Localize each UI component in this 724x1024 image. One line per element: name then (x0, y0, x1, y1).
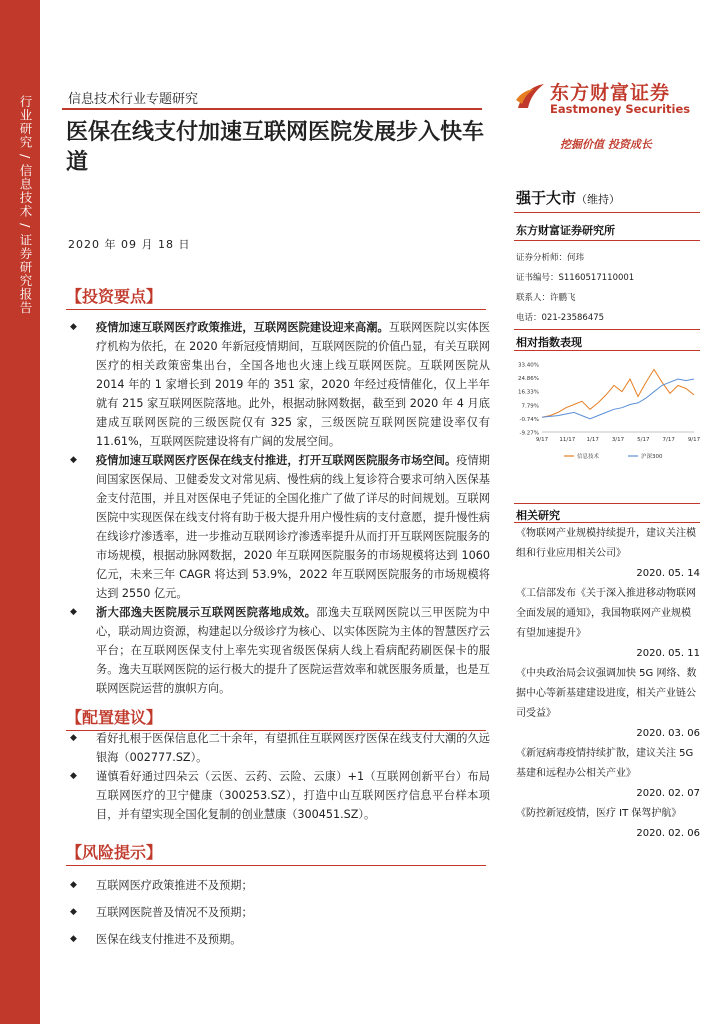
diamond-bullet-icon: ◆ (70, 907, 77, 917)
point-text: 疫情期间国家医保局、卫健委发文对常见病、慢性病的线上复诊符合要求可纳入医保基金支付范围，并且对医保电子凭证的全国化推广了做了详尽的时间规划。互联网医院中实现医保在线支付将有助于极大提升用户慢性病的支付意愿，提升慢性病在线诊疗渗透率，进一步推动互联网诊疗渗透率提升从而打开互联网医院服务的市场规模，根据动脉网数据，2020 年互联网医院服务的市场规模将达到 1060 亿元，未来三年 CAGR 将达到 53.9%，2022 年互联网医院服务的市场规模将达到 2550 亿元。 (96, 454, 490, 600)
rating (516, 187, 620, 208)
rating-sub: （维持） (576, 193, 621, 206)
diamond-bullet-icon: ◆ (70, 733, 77, 743)
left-sidebar-band (0, 0, 40, 1024)
y-tick-label: -9.27% (519, 430, 539, 437)
point-text: 谨慎看好通过四朵云（云医、云药、云险、云康）+1（互联网创新平台）布局互联网医疗的卫宁健康（300253.SZ），打造中山互联网医疗信息平台样本项目，并有望实现全国化复制的创业慧康（300451.SZ）。 (96, 770, 490, 821)
cert-number: 证书编号：S1160517110001 (516, 273, 635, 283)
point-lead: 疫情加速互联网医疗医保在线支付推进，打开互联网医院服务市场空间。 (96, 454, 457, 467)
section-rule (66, 865, 486, 866)
x-tick-label: 5/17 (637, 437, 650, 443)
related-item-title[interactable]: 《物联网产业规模持续提升，建议关注模组和行业应用相关公司》 (516, 528, 696, 559)
list-item[interactable] (516, 664, 700, 744)
diamond-bullet-icon: ◆ (70, 607, 77, 617)
sidebar-label: 行业研究 / 信息技术 / 证券研究报告 (18, 95, 33, 315)
brand-name-cn: 东方财富证券 (550, 82, 671, 104)
diamond-bullet-icon: ◆ (70, 880, 77, 890)
header-rule (62, 108, 482, 110)
x-tick-label: 1/17 (586, 437, 599, 443)
research-org: 东方财富证券研究所 (516, 224, 615, 237)
list-item (66, 899, 490, 926)
phone-number: 电话：021-23586475 (516, 313, 605, 323)
chart-rule (514, 329, 700, 330)
related-list (516, 524, 700, 844)
brand-logo (514, 76, 694, 120)
y-tick-label: -0.74% (519, 416, 539, 423)
point-text: 互联网医疗政策推进不及预期； (96, 879, 253, 892)
org-rule (514, 240, 700, 241)
series-line-0 (542, 369, 694, 417)
diamond-bullet-icon: ◆ (70, 322, 77, 332)
related-rule-bottom (514, 522, 700, 523)
diamond-bullet-icon: ◆ (70, 934, 77, 944)
section-config-heading: 【配置建议】 (66, 708, 163, 727)
point-text: 医保在线支付推进不及预期。 (96, 933, 242, 946)
related-item-title[interactable]: 《新冠病毒疫情持续扩散，建议关注 5G 基建和远程办公相关产业》 (516, 748, 694, 779)
y-tick-label: 7.79% (521, 403, 539, 410)
list-item (66, 767, 490, 824)
point-lead: 浙大邵逸夫医院展示互联网医院落地成效。 (96, 606, 317, 619)
related-item-title[interactable]: 《中央政治局会议强调加快 5G 网络、数据中心等新基建建设进度，相关产业链公司受益》 (516, 668, 697, 719)
page-title: 医保在线支付加速互联网医院发展步入快车道 (66, 120, 485, 175)
rating-rule (514, 212, 700, 213)
section-rule (66, 309, 486, 310)
config-points (66, 729, 490, 824)
list-item (66, 603, 490, 698)
y-tick-label: 16.33% (518, 389, 539, 396)
related-item-title[interactable]: 《防控新冠疫情，医疗 IT 保驾护航》 (516, 808, 682, 819)
point-text: 互联网医院以实体医疗机构为依托，在 2020 年新冠疫情期间，互联网医院的价值凸显，有关互联网医疗的相关政策密集出台，全国各地也火速上线互联网医院。互联网医院从 2014 年的 1 家增长到 2019 年的 351 家，2020 年经过疫情催化，仅上半年就有 215 家互联网医院落地。此外，根据动脉网数据，截至到 2020 年 4 月底建成互联网医院的三级医院仅有 325 家，三级医院互联网医院建设率仅有 11.61%，互联网医院建设将有广阔的发展空间。 (96, 321, 490, 448)
report-date: 2020 年 09 月 18 日 (68, 238, 191, 251)
related-item-title[interactable]: 《工信部发布《关于深入推进移动物联网全面发展的通知》，我国物联网产业规模有望加速提升》 (516, 588, 696, 639)
point-lead: 疫情加速互联网医疗政策推进，互联网医院建设迎来高潮。 (96, 321, 389, 334)
related-item-date: 2020. 02. 06 (636, 828, 700, 839)
chart-rule-bottom (514, 350, 700, 351)
point-text: 邵逸夫互联网医院以三甲医院为中心，联动周边资源，构建起以分级诊疗为核心、以实体医院为主体的智慧医疗云平台；在互联网医保支付上率先实现省级医保病人线上看病配药刷医保卡的服务。逸夫互联网医院的运行极大的提升了医院运营效率和就医服务质量，也是互联网医院运营的旗帜方向。 (96, 606, 490, 695)
x-tick-label: 9/17 (535, 437, 549, 443)
x-tick-label: 11/17 (559, 437, 576, 443)
chart-title: 相对指数表现 (516, 336, 582, 349)
point-text: 互联网医院普及情况不及预期； (96, 906, 253, 919)
series-line-1 (542, 379, 694, 419)
diamond-bullet-icon: ◆ (70, 771, 77, 781)
x-tick-label: 3/17 (611, 437, 625, 443)
related-item-date: 2020. 05. 14 (636, 568, 700, 579)
list-item[interactable] (516, 524, 700, 584)
y-tick-label: 24.86% (518, 376, 539, 383)
list-item (66, 926, 490, 953)
list-item[interactable] (516, 584, 700, 664)
list-item[interactable] (516, 804, 700, 844)
related-title: 相关研究 (516, 509, 560, 522)
list-item[interactable] (516, 744, 700, 804)
risk-points (66, 872, 490, 953)
x-tick-label: 7/17 (662, 437, 675, 443)
y-tick-label: 33.40% (518, 362, 539, 369)
legend-label: 沪深300 (641, 454, 663, 460)
point-text: 看好扎根于医保信息化二十余年，有望抓住互联网医疗医保在线支付大潮的久远银海（002777.SZ）。 (96, 732, 490, 764)
contact-name: 联系人：许鹏飞 (516, 293, 576, 303)
report-type: 信息技术行业专题研究 (68, 92, 199, 107)
related-item-date: 2020. 03. 06 (636, 728, 700, 739)
section-risk-heading: 【风险提示】 (66, 843, 163, 862)
rating-label: 强于大市 (516, 189, 577, 207)
diamond-bullet-icon: ◆ (70, 455, 77, 465)
related-item-date: 2020. 05. 11 (636, 648, 700, 659)
brand-slogan: 挖掘价值 投资成长 (560, 138, 652, 151)
legend-label: 信息技术 (577, 454, 600, 460)
relative-index-chart (512, 356, 702, 474)
analyst-name: 证券分析师：何玮 (516, 253, 585, 263)
invest-points (66, 318, 490, 698)
related-rule (514, 503, 700, 504)
list-item (66, 451, 490, 603)
list-item (66, 872, 490, 899)
x-tick-label: 9/17 (687, 437, 701, 443)
brand-name-en: Eastmoney Securities (550, 102, 691, 116)
related-item-date: 2020. 02. 07 (636, 788, 700, 799)
brand-mark-icon (514, 80, 546, 112)
section-invest-heading: 【投资要点】 (66, 287, 163, 306)
list-item (66, 318, 490, 451)
list-item (66, 729, 490, 767)
